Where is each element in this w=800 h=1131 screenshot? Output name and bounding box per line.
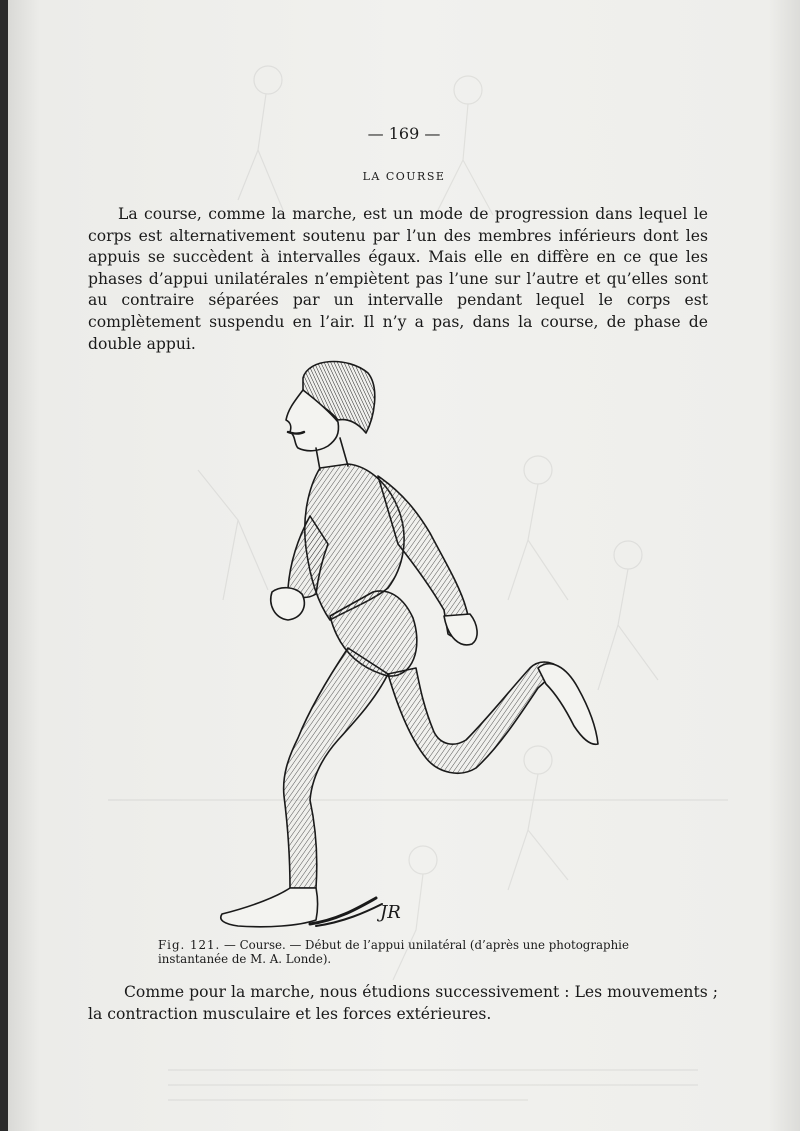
book-page <box>8 0 800 1131</box>
running-head: LA COURSE <box>362 170 446 183</box>
figure-label: Fig. 121. <box>158 938 221 952</box>
paragraph-intro: La course, comme la marche, est un mode de progression dans lequel le corps est alternativement soutenu par l’un des membres inférieurs dont les appuis se succèdent à intervalles égaux. Mais elle en diffère en ce que les phases d’appui unilatérales n’empiètent pas l’une sur l’autre et qu’elles sont au contraire séparées par un intervalle pendant lequel le corps est complètement suspendu en l’air. Il n’y a pas, dans la course, de phase de double appui. <box>88 205 708 353</box>
page-number: — 169 — <box>367 124 441 143</box>
artist-signature: JR <box>380 902 401 923</box>
figure-caption <box>158 938 638 966</box>
running-man-illustration <box>198 348 628 940</box>
paragraph-next: Comme pour la marche, nous étudions successivement : Les mouvements ; la contraction musculaire et les forces extérieures. <box>88 983 718 1023</box>
figure-caption-text: — Course. — Début de l’appui unilatéral (d’après une photographie instantanée de M. A. Londe). <box>158 938 629 966</box>
